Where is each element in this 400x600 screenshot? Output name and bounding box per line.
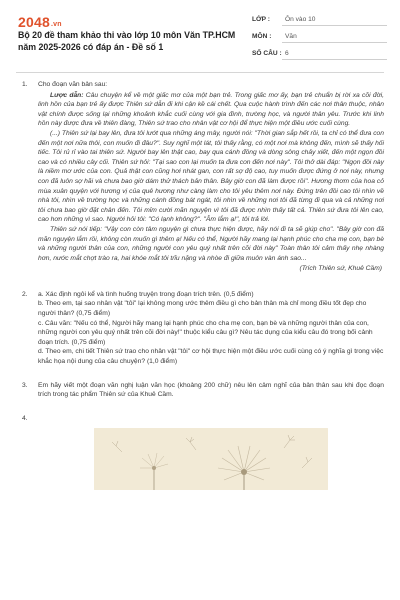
dandelion-image bbox=[94, 428, 328, 490]
question-number: 2. bbox=[22, 290, 28, 298]
question-text: Em hãy viết một đoạn văn nghị luận văn học (khoảng 200 chữ) nêu lên cảm nghĩ của bản thân sau khi đọc đoạn trích trong tác phẩm Thiên sứ của Khuê Cầm. bbox=[38, 381, 384, 399]
site-logo[interactable] bbox=[18, 14, 62, 30]
passage-paragraph: Thiên sứ nói tiếp: "Vậy con còn tâm nguyện gì chưa thực hiện được, hãy nói đi ta sẽ giúp cho". "Bây giờ con đã mãn nguyện lắm rồi, không còn muốn gì thêm ạ! Nếu có thể, Người hãy mang lại hạnh phúc cho cha mẹ con, bạn bè và những người thân của con, những người con yêu quý nhất trên cõi đời này" Toàn thân tôi cảm thấy nhẹ nhàng hơn, nước mắt chợt trào ra, hai khóe mắt tôi trĩu nặng và nhòe đi giữa muôn vàn ánh sao... bbox=[38, 225, 384, 262]
question-number: 3. bbox=[22, 381, 28, 389]
class-label: LỚP : bbox=[252, 16, 270, 23]
logo-tld: .vn bbox=[50, 21, 62, 28]
count-label: SỐ CÂU : bbox=[252, 50, 282, 57]
meta-count-row bbox=[252, 46, 387, 63]
meta-underline bbox=[282, 42, 387, 43]
sub-question-c: c. Câu văn: "Nếu có thể, Người hãy mang lại hạnh phúc cho cha mẹ con, bạn bè và những người thân của con, những người con yêu quý nhất trên cõi đời này!" thuộc kiểu câu gì? Nêu tác dụng của kiểu câu đó trong bối cảnh đoạn trích. (0,75 điểm) bbox=[38, 319, 373, 346]
question-intro: Cho đoạn văn bản sau: bbox=[38, 81, 108, 88]
subject-value: Văn bbox=[285, 33, 297, 40]
page-title: Bộ 20 đề tham khảo thi vào lớp 10 môn Văn TP.HCM năm 2025-2026 có đáp án - Đề số 1 bbox=[18, 30, 236, 52]
meta-underline bbox=[282, 25, 387, 26]
dandelion-illustration bbox=[94, 428, 328, 490]
sub-question-d: d. Theo em, chi tiết Thiên sứ trao cho nhân vật "tôi" cơ hội thực hiện một điều ước cuối cùng có ý nghĩa gì trong việc khắc họa nội dung của câu chuyện? (1,0 điểm) bbox=[38, 348, 384, 366]
question-3 bbox=[18, 381, 384, 400]
passage-source: (Trích Thiên sứ, Khuê Cầm) bbox=[299, 265, 382, 273]
header bbox=[0, 0, 400, 72]
class-value: Ôn vào 10 bbox=[285, 16, 316, 23]
question-number: 4. bbox=[22, 414, 28, 422]
meta-panel bbox=[252, 12, 387, 63]
exam-content bbox=[18, 80, 384, 422]
count-value: 6 bbox=[285, 50, 289, 57]
meta-class-row bbox=[252, 12, 387, 29]
question-number: 1. bbox=[22, 81, 28, 88]
logo-text: 2048 bbox=[18, 14, 50, 30]
passage-paragraph bbox=[38, 91, 384, 129]
meta-underline bbox=[282, 59, 387, 60]
passage-paragraph: (...) Thiên sứ lại bay lên, đưa tôi lướt qua những áng mây, người nói: "Thời gian sắp hết rồi, ta chỉ có thể đưa con đến một nơi nữa thôi, con muốn đi đâu?". Suy nghĩ một lát, tôi thấy rằng, có một nơi mà không đến, mình sẽ thấy hối tiếc. Tôi rủ rỉ vào tai thiên sứ. Người bay lên thật cao, bay qua cánh đồng và dòng sông chảy xiết, đến một ngọn đồi cao và có nhiều cây cối. Thiên sứ hỏi: "Tại sao con lại muốn ta đưa con đến nơi này". Tôi thở dài đáp: "Ngọn đồi này là niềm mơ ước của con. Quả thật con cũng hơi nhát gan, con rất sợ độ cao, tuy muốn được đứng ở nơi này, nhưng con đã luôn sợ hãi và chưa bao giờ dám thử thách bản thân. Bây giờ con đã làm được rồi". Hương thơm của hoa cỏ mùa xuân quyện với hương vị của quê hương như càng làm cho tôi yêu thêm nơi này. Đứng trên đồi cao tôi nhìn về nhà tôi, nhìn về trường học và những cánh đồng bát ngát, tôi nhìn về những nơi tôi đã từng đi qua và cả những nơi tôi chưa bao giờ đặt chân đến. Tôi mỉm cười mãn nguyện vì tôi đã được nhìn thấy tất cả. Thiên sứ đưa tôi lên cao, cao hơn những vì sao. Người hỏi tôi: "Có lạnh không?". "Âm lắm ạ!", tôi trả lời. bbox=[38, 129, 384, 224]
header-divider bbox=[16, 72, 384, 73]
meta-subject-row bbox=[252, 29, 387, 46]
passage-text: Câu chuyện kể về một giấc mơ của một bạn trẻ. Trong giấc mơ ấy, bạn trẻ chuẩn bị rời xa cõi đời, linh hồn của bạn trẻ ấy được Thiên sứ dẫn đi khi cận kề cái chết. Qua cuộc hành trình đến các nơi thân thuộc, nhân vật chính được sống lại những khoảnh khắc cuối cùng với gia đình, trường học, và người thân yêu. Trước khi linh hồn này được đưa về thiên đàng, Thiên sứ trao cho nhân vật cơ hội để thực hiện một điều ước cuối cùng. bbox=[38, 91, 384, 128]
question-1 bbox=[18, 80, 384, 274]
subject-label: MÔN : bbox=[252, 33, 272, 40]
reading-passage bbox=[38, 91, 384, 264]
sub-question-b: b. Theo em, tại sao nhân vật "tôi" lại không mong ước thêm điều gì cho bản thân mà chỉ mong điều tốt đẹp cho người thân? (0,75 điểm) bbox=[38, 300, 367, 318]
sub-question-a: a. Xác định ngôi kể và tình huống truyện trong đoạn trích trên. (0,5 điểm) bbox=[38, 290, 254, 298]
question-2 bbox=[18, 290, 384, 367]
passage-lead: Lược dẫn: bbox=[50, 91, 84, 99]
